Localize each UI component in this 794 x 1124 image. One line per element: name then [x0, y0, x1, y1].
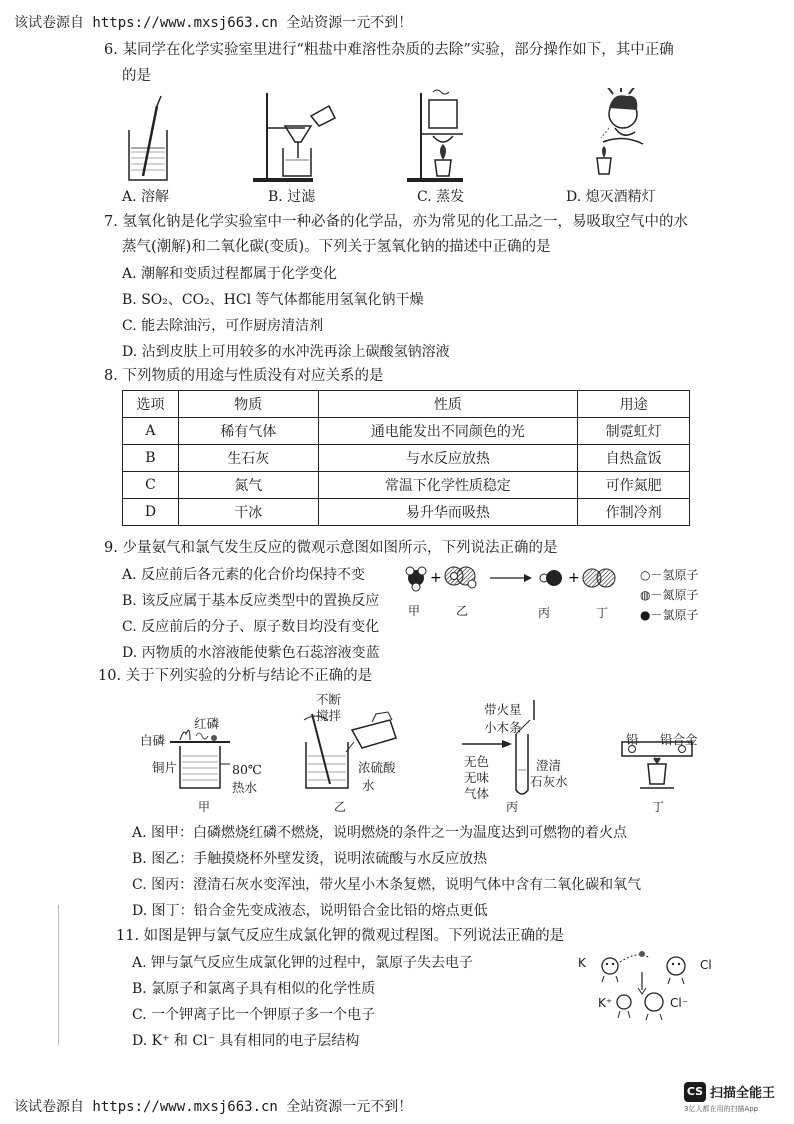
- q11-option-b: B. 氯原子和氯离子具有相似的化学性质: [132, 981, 376, 997]
- q10-caption-ding: 丁: [652, 800, 665, 814]
- electron-transfer-icon: [620, 951, 650, 962]
- table-cell: B: [123, 445, 179, 472]
- table-header-cell: 选项: [123, 391, 179, 418]
- q10-label-hot-water: 热水: [232, 780, 258, 795]
- q10-caption-yi: 乙: [334, 800, 347, 814]
- q10-label-white-p: 白磷: [140, 733, 166, 748]
- table-row: [123, 472, 690, 499]
- q10-option-a: A. 图甲：白磷燃烧红磷不燃烧，说明燃烧的条件之一为温度达到可燃物的着火点: [132, 825, 628, 841]
- table-header-cell: 物质: [178, 391, 318, 418]
- q6-caption-b: B. 过滤: [268, 189, 316, 205]
- potassium-atom-icon: [602, 958, 618, 982]
- nitrogen-molecule-icon: [583, 569, 615, 587]
- q6-caption-a: A. 溶解: [122, 189, 170, 205]
- q10-label-gas2: 无味: [464, 770, 490, 785]
- q10-label-spark1: 带火星: [484, 702, 522, 717]
- q11-label-k: K: [578, 956, 586, 970]
- hydrogen-chloride-molecule-icon: [540, 570, 562, 586]
- q10-caption-jia: 甲: [198, 800, 211, 814]
- table-cell: 氮气: [178, 472, 318, 499]
- table-header-row: [123, 391, 690, 418]
- q10-figure: [140, 690, 740, 800]
- q9-label-jia: 甲: [408, 604, 421, 618]
- q10-option-d: D. 图丁：铅合金先变成液态，说明铅合金比铅的熔点更低: [132, 903, 488, 919]
- beaker-dissolve-icon: [129, 96, 167, 180]
- table-cell: C: [123, 472, 179, 499]
- q10-label-water: 水: [362, 778, 375, 793]
- table-row: [123, 445, 690, 472]
- q11-label-cl: Cl: [700, 958, 712, 972]
- q10-label-gas1: 无色: [464, 754, 490, 769]
- q10-label-temp: 80℃: [232, 762, 262, 777]
- q10-label-stir1: 不断: [316, 692, 342, 707]
- table-cell: 易升华而吸热: [318, 499, 578, 526]
- table-cell: 制霓虹灯: [578, 418, 690, 445]
- q10-label-acid: 浓硫酸: [358, 760, 396, 775]
- q10-label-alloy: 铅合金: [660, 732, 698, 747]
- table-cell: 稀有气体: [178, 418, 318, 445]
- q10-option-b: B. 图乙：手触摸烧杯外壁发烫，说明浓硫酸与水反应放热: [132, 851, 488, 867]
- q10-label-lead: 铅: [626, 732, 639, 747]
- q10-option-c: C. 图丙：澄清石灰水变浑浊，带火星小木条复燃，说明气体中含有二氧化碳和氧气: [132, 877, 642, 893]
- table-cell: 可作氮肥: [578, 472, 690, 499]
- q9-label-ding: 丁: [596, 606, 609, 620]
- svg-text:+: +: [568, 570, 580, 586]
- q11-label-cl-ion: Cl⁻: [670, 996, 689, 1010]
- q9-legend-chlorine: ●－氯原子: [640, 608, 699, 622]
- q11-ion-diagram: [590, 948, 700, 1028]
- q10-label-copper: 铜片: [152, 760, 178, 775]
- q6-stem-line1: 6. 某同学在化学实验室里进行“粗盐中难溶性杂质的去除”实验，部分操作如下，其中正确: [104, 42, 674, 58]
- q9-stem: 9. 少量氨气和氯气发生反应的微观示意图如图所示，下列说法正确的是: [104, 540, 558, 556]
- q6-caption-c: C. 蒸发: [417, 189, 465, 205]
- q11-option-c: C. 一个钾离子比一个钾原子多一个电子: [132, 1007, 376, 1023]
- q11-label-k-ion: K⁺: [598, 996, 613, 1010]
- app-tagline: 3亿人都在用的扫描App: [684, 1105, 759, 1113]
- q10-label-spark2: 小木条: [484, 720, 522, 735]
- q9-option-a: A. 反应前后各元素的化合价均保持不变: [122, 567, 366, 583]
- table-cell: 通电能发出不同颜色的光: [318, 418, 578, 445]
- q6-caption-d: D. 熄灭酒精灯: [566, 189, 656, 205]
- cs-badge: CS: [684, 1082, 706, 1102]
- q8-table: [122, 390, 690, 526]
- metal-plate-heating-icon: [622, 742, 692, 788]
- watermark-header: 该试卷源自 https://www.mxsj663.cn 全站资源一元不到！: [14, 15, 413, 31]
- q7-option-b: B. SO₂、CO₂、HCl 等气体都能用氢氧化钠干燥: [122, 292, 424, 308]
- q11-option-a: A. 钾与氯气反应生成氯化钾的过程中，氯原子失去电子: [132, 955, 474, 971]
- watermark-footer: 该试卷源自 https://www.mxsj663.cn 全站资源一元不到！: [14, 1099, 413, 1115]
- q9-option-b: B. 该反应属于基本反应类型中的置换反应: [122, 593, 380, 609]
- q8-stem: 8. 下列物质的用途与性质没有对应关系的是: [104, 368, 384, 384]
- table-header-cell: 用途: [578, 391, 690, 418]
- table-cell: 生石灰: [178, 445, 318, 472]
- q9-legend-hydrogen: ○－氢原子: [640, 568, 699, 582]
- q7-stem-line1: 7. 氢氧化钠是化学实验室中一种必备的化学品，亦为常见的化工品之一，易吸取空气中的水: [104, 214, 688, 230]
- evaporate-dish-icon: [407, 90, 463, 182]
- app-name: 扫描全能王: [710, 1086, 776, 1101]
- q7-option-c: C. 能去除油污，可作厨房清洁剂: [122, 318, 324, 334]
- q9-label-bing: 丙: [538, 606, 551, 620]
- combustion-experiment-icon: [170, 730, 230, 788]
- table-cell: A: [123, 418, 179, 445]
- q10-label-stir2: 搅拌: [316, 708, 342, 723]
- person-blowing-lamp-icon: [597, 88, 643, 174]
- q10-stem: 10. 关于下列实验的分析与结论不正确的是: [98, 668, 373, 684]
- table-header-cell: 性质: [318, 391, 578, 418]
- ammonia-molecule-icon: [406, 567, 426, 591]
- table-cell: D: [123, 499, 179, 526]
- table-cell: 与水反应放热: [318, 445, 578, 472]
- table-cell: 干冰: [178, 499, 318, 526]
- q9-option-c: C. 反应前后的分子、原子数目均没有变化: [122, 619, 380, 635]
- table-row: [123, 499, 690, 526]
- scan-edge-line: [58, 905, 59, 1045]
- table-cell: 常温下化学性质稳定: [318, 472, 578, 499]
- table-cell: 自热盒饭: [578, 445, 690, 472]
- q9-option-d: D. 丙物质的水溶液能使紫色石蕊溶液变蓝: [122, 645, 380, 661]
- svg-text:+: +: [430, 570, 442, 586]
- chlorine-atom-icon: [667, 957, 685, 984]
- q9-label-yi: 乙: [456, 604, 469, 618]
- chloride-ion-icon: [645, 993, 663, 1020]
- q7-option-d: D. 沾到皮肤上可用较多的水冲洗再涂上碳酸氢钠溶液: [122, 344, 450, 360]
- table-row: [123, 418, 690, 445]
- q10-label-gas3: 气体: [464, 786, 490, 801]
- q11-stem: 11. 如图是钾与氯气反应生成氯化钾的微观过程图。下列说法正确的是: [116, 928, 565, 944]
- q10-label-lime2: 石灰水: [530, 774, 568, 789]
- potassium-ion-icon: [617, 995, 631, 1018]
- q6-stem-line2: 的是: [122, 68, 151, 84]
- filter-stand-icon: [253, 93, 335, 182]
- chlorine-molecule-icon: [445, 567, 476, 588]
- q6-figure: [115, 88, 715, 188]
- q7-option-a: A. 潮解和变质过程都属于化学变化: [122, 266, 338, 282]
- q7-stem-line2: 蒸气(潮解)和二氧化碳(变质)。下列关于氢氧化钠的描述中正确的是: [122, 239, 551, 255]
- table-cell: 作制冷剂: [578, 499, 690, 526]
- q9-legend-nitrogen: ◍－氮原子: [640, 588, 699, 602]
- q10-caption-bing: 丙: [506, 800, 519, 814]
- q10-label-red-p: 红磷: [194, 716, 220, 731]
- scanner-app-logo: [684, 1080, 784, 1116]
- q10-label-lime1: 澄清: [536, 758, 562, 773]
- q11-option-d: D. K⁺ 和 Cl⁻ 具有相同的电子层结构: [132, 1033, 360, 1049]
- down-arrow-icon: [638, 972, 646, 994]
